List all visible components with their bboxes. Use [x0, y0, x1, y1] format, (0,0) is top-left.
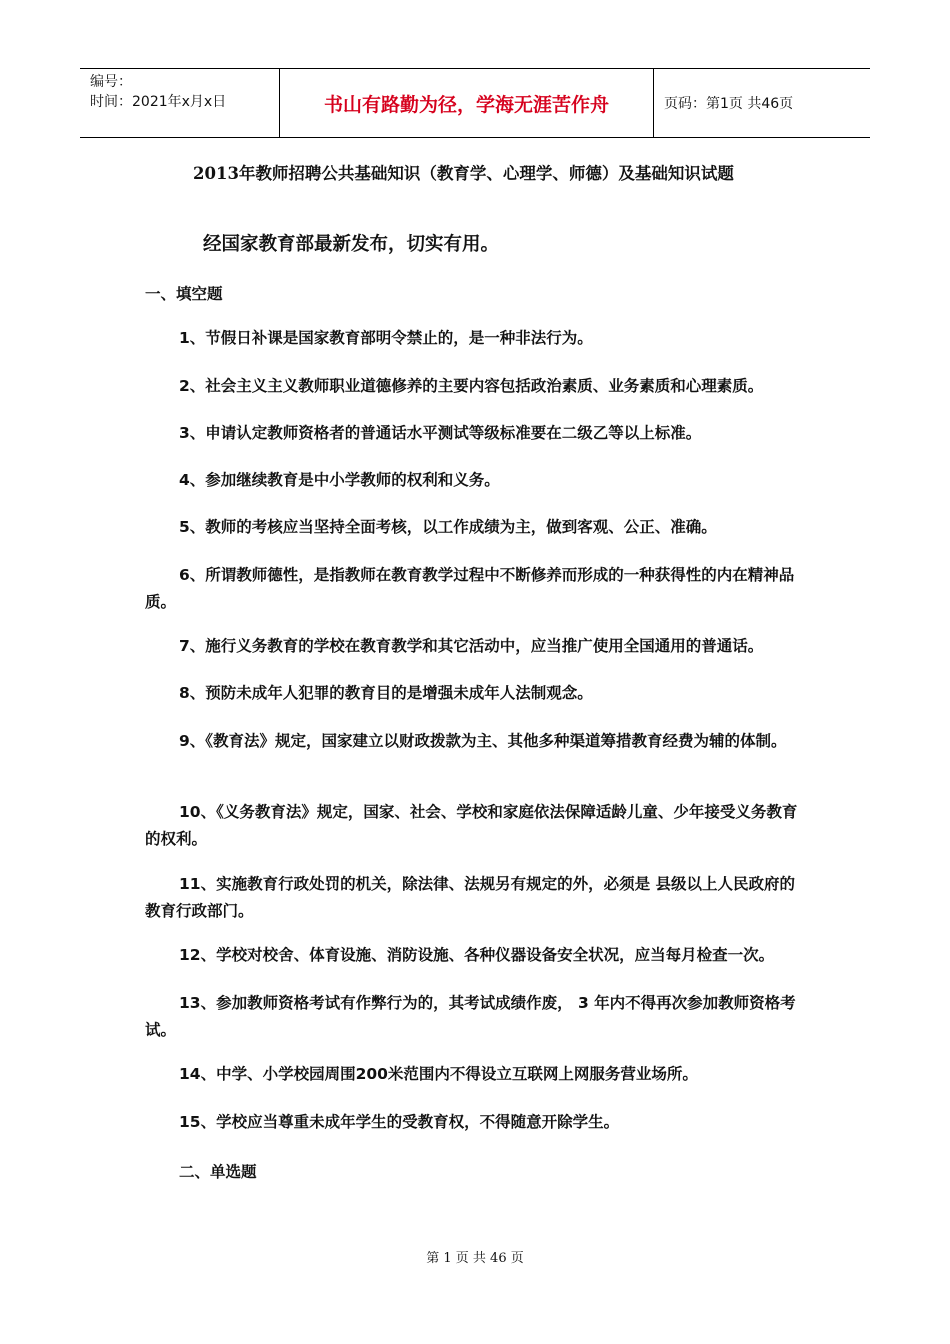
time-label: 时间：2021年x月x日	[90, 94, 227, 110]
page-info: 页码：第1页 共46页	[664, 96, 794, 112]
question-item: 5、教师的考核应当坚持全面考核，以工作成绩为主，做到客观、公正、准确。	[179, 518, 717, 536]
question-item: 6、所谓教师德性，是指教师在教育教学过程中不断修养而形成的一种获得性的内在精神品质。	[145, 566, 795, 611]
motto: 书山有路勤为径，学海无涯苦作舟	[280, 69, 654, 137]
section-heading-single-choice: 二、单选题	[179, 1163, 257, 1181]
question-item: 10、《义务教育法》规定，国家、社会、学校和家庭依法保障适龄儿童、少年接受义务教育的权利。	[145, 803, 798, 848]
question-item: 9、《教育法》规定，国家建立以财政拨款为主、其他多种渠道筹措教育经费为辅的体制。	[179, 732, 787, 750]
question-item: 1、节假日补课是国家教育部明令禁止的，是一种非法行为。	[179, 329, 593, 347]
question-item: 2、社会主义主义教师职业道德修养的主要内容包括政治素质、业务素质和心理素质。	[179, 377, 764, 395]
section-heading-fill-in: 一、填空题	[145, 285, 223, 303]
question-item: 14、中学、小学校园周围200米范围内不得设立互联网上网服务营业场所。	[179, 1065, 698, 1083]
question-item: 15、学校应当尊重未成年学生的受教育权，不得随意开除学生。	[179, 1113, 620, 1131]
question-item: 4、参加继续教育是中小学教师的权利和义务。	[179, 471, 500, 489]
page-footer: 第 1 页 共 46 页	[426, 1251, 524, 1266]
document-subtitle: 经国家教育部最新发布，切实有用。	[203, 234, 500, 255]
question-item: 8、预防未成年人犯罪的教育目的是增强未成年人法制观念。	[179, 684, 593, 702]
code-label: 编号：	[90, 74, 132, 90]
question-item: 7、施行义务教育的学校在教育教学和其它活动中，应当推广使用全国通用的普通话。	[179, 637, 764, 655]
header-left-cell	[80, 69, 280, 137]
document-title: 2013年教师招聘公共基础知识（教育学、心理学、师德）及基础知识试题	[193, 164, 734, 183]
question-item: 13、参加教师资格考试有作弊行为的，其考试成绩作废， 3 年内不得再次参加教师资格考试。	[145, 994, 796, 1039]
question-item: 3、申请认定教师资格者的普通话水平测试等级标准要在二级乙等以上标准。	[179, 424, 702, 442]
question-item: 11、实施教育行政处罚的机关，除法律、法规另有规定的外，必须是 县级以上人民政府的教育行政部门。	[145, 875, 795, 920]
question-item: 12、学校对校舍、体育设施、消防设施、各种仪器设备安全状况，应当每月检查一次。	[179, 946, 775, 964]
page-header	[80, 68, 870, 138]
